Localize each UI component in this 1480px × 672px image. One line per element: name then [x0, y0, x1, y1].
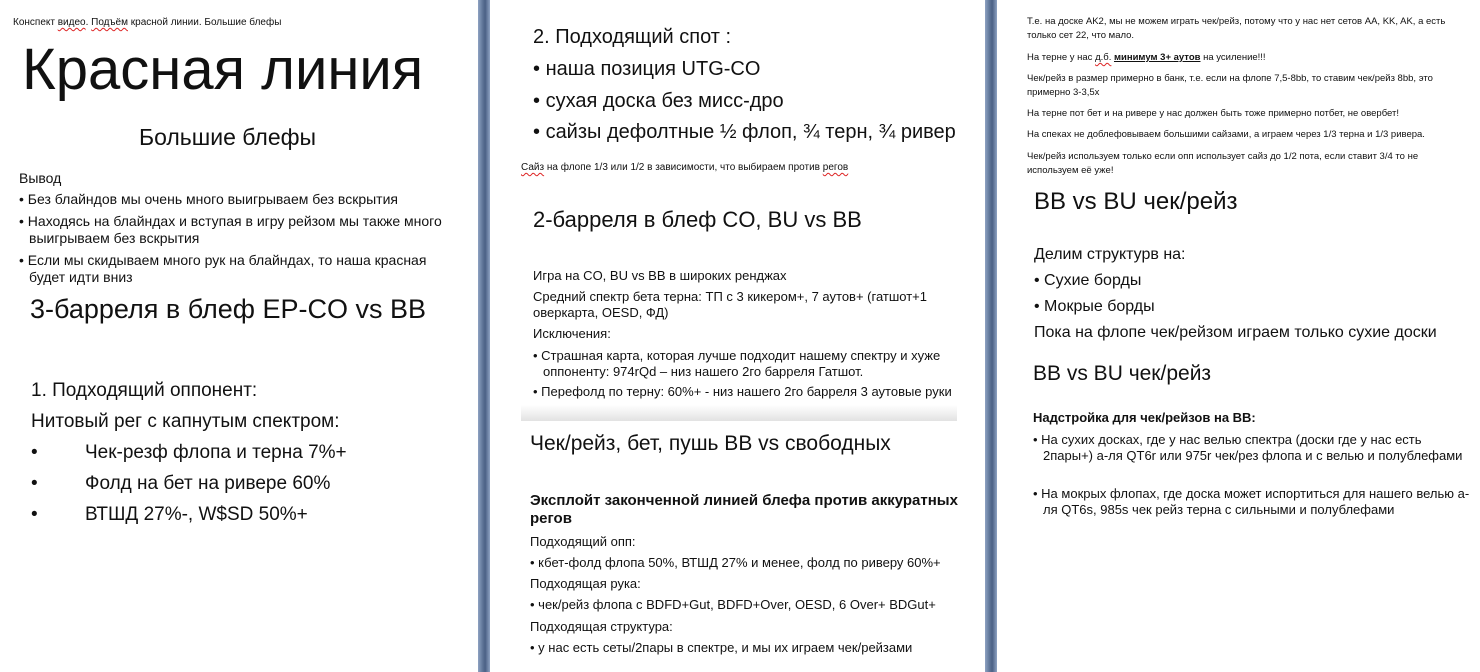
note: Чек/рейз в размер примерно в банк, т.е. если на флопе 7,5-8bb, то ставим чек/рейз 8bb, это примерно 3-3,5х [1027, 73, 1433, 98]
stat-bullet-icon: • [31, 442, 38, 463]
conclusion-label: Вывод [19, 170, 62, 186]
section-heading: 2-барреля в блеф CO, BU vs BB [533, 207, 862, 232]
opponent-desc: Нитовый рег с капнутым спектром: [31, 411, 340, 432]
document-page-2 [490, 0, 985, 672]
document-page-1 [0, 0, 478, 672]
header-note: Конспект видео. Подъём красной линии. Большие блефы [13, 17, 282, 28]
exceptions-label: Исключения: [533, 326, 611, 341]
opp-label: Подходящий опп: [530, 534, 636, 549]
section-heading: BB vs BU чек/рейз [1033, 362, 1212, 385]
page-gutter-left [478, 0, 490, 672]
list-item: • Если мы скидываем много рук на блайндах, то наша красная будет идти вниз [19, 252, 427, 285]
page-subtitle: Большие блефы [139, 124, 317, 150]
divide-label: Делим структурв на: [1034, 246, 1186, 263]
stat-bullet-icon: • [31, 473, 38, 494]
opp-stats: • кбет-фолд флопа 50%, ВТШД 27% и менее, фолд по риверу 60%+ [530, 555, 941, 570]
note: Т.е. на доске AK2, мы не можем играть чек/рейз, потому что у нас нет сетов AA, KK, AK, а есть только сет 22, что мало. [1027, 16, 1446, 41]
section-heading: 3-барреля в блеф EP-CO vs BB [30, 294, 427, 324]
structure-label: Подходящая структура: [530, 619, 673, 634]
stat-item: ВТШД 27%-, W$SD 50%+ [85, 504, 308, 525]
tuning-item: • На мокрых флопах, где доска может испортиться для нашего велью а-ля QT6s, 985s чек рейз терна с сильными и полублефами [1033, 486, 1470, 517]
exception-item: • Перефолд по терну: 60%+ - низ нашего 2го барреля 3 аутовые руки [533, 384, 952, 399]
section-heading: Чек/рейз, бет, пушь BB vs свободных [530, 432, 891, 455]
page-break-shade [521, 405, 957, 421]
sizing-note: Сайз на флопе 1/3 или 1/2 в зависимости, что выбираем против регов [521, 162, 849, 173]
stat-item: Чек-резф флопа и терна 7%+ [85, 442, 347, 463]
document-page-3 [997, 0, 1480, 672]
spot-item: • сайзы дефолтные ½ флоп, ¾ терн, ¾ ривер [533, 121, 956, 143]
note: Чек/рейз используем только если опп использует сайз до 1/2 пота, если ставит 3/4 то не используем её уже! [1027, 151, 1419, 176]
list-item: • Находясь на блайндах и вступая в игру рейзом мы также много выигрываем без вскрытия [19, 213, 442, 246]
hand-desc: • чек/рейз флопа с BDFD+Gut, BDFD+Over, OESD, 6 Over+ BDGut+ [530, 597, 936, 612]
play-desc: Игра на CO, BU vs BB в широких ренджах [533, 268, 787, 283]
spot-label: 2. Подходящий спот : [533, 26, 732, 48]
opponent-label: 1. Подходящий оппонент: [31, 380, 258, 401]
exploit-title: Эксплойт законченной линией блефа против аккуратных регов [530, 492, 958, 527]
outs-note: На терне у нас д.б. минимум 3+ аутов на усиление!!! [1027, 52, 1266, 63]
hand-label: Подходящая рука: [530, 576, 641, 591]
stat-item: Фолд на бет на ривере 60% [85, 473, 331, 494]
list-item: • Без блайндов мы очень много выигрываем без вскрытия [19, 191, 398, 207]
structure-desc: • у нас есть сеты/2пары в спектре, и мы их играем чек/рейзами [530, 640, 913, 655]
page-gutter-right [985, 0, 997, 672]
dry-note: Пока на флопе чек/рейзом играем только сухие доски [1034, 324, 1437, 341]
spot-item: • сухая доска без мисс-дро [533, 90, 784, 112]
divide-item: • Сухие борды [1034, 272, 1142, 289]
section-heading: BB vs BU чек/рейз [1034, 188, 1238, 215]
turn-spectrum: Средний спектр бета терна: ТП с 3 кикером+, 7 аутов+ (гатшот+1 оверкарта, OESD, ФД) [533, 289, 927, 320]
page-title: Красная линия [22, 37, 424, 102]
tuning-title: Надстройка для чек/рейзов на BB: [1033, 410, 1256, 425]
stat-bullet-icon: • [31, 504, 38, 525]
note: На спеках не доблефовываем большими сайзами, а играем через 1/3 терна и 1/3 ривера. [1027, 129, 1425, 140]
exception-item: • Страшная карта, которая лучше подходит нашему спектру и хуже оппоненту: 974rQd – низ нашего 2го барреля Гатшот. [533, 348, 941, 379]
divide-item: • Мокрые борды [1034, 298, 1155, 315]
tuning-item: • На сухих досках, где у нас велью спектра (доски где у нас есть 2пары+) а-ля QT6r или 975r чек/рез флопа и с велью и полублефами [1033, 432, 1463, 463]
spot-item: • наша позиция UTG-CO [533, 58, 761, 80]
note: На терне пот бет и на ривере у нас должен быть тоже примерно потбет, не овербет! [1027, 108, 1400, 119]
